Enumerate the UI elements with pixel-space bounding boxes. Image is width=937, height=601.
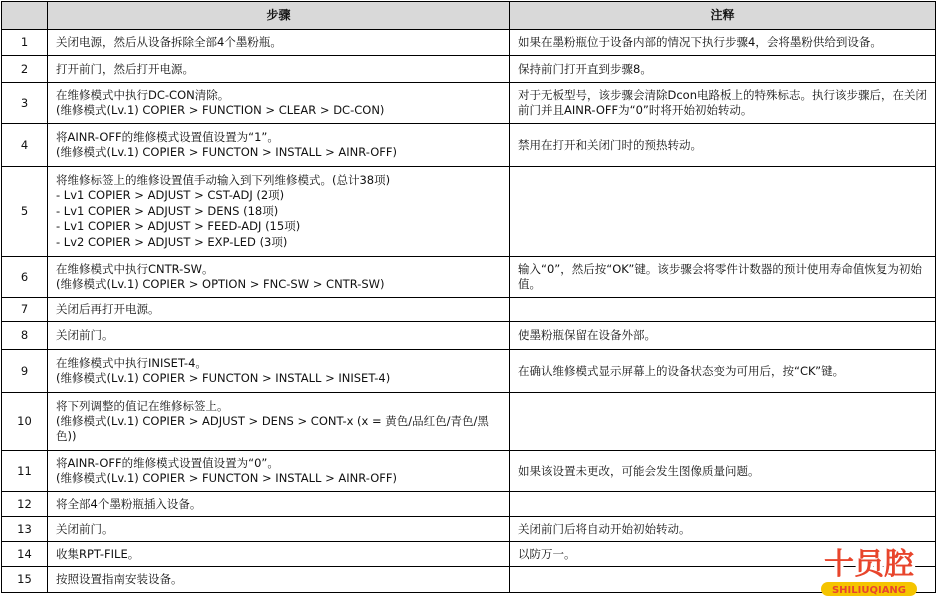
row-number: 4	[2, 124, 48, 167]
note-cell: 关闭前门后将自动开始初始转动。	[510, 517, 936, 542]
note-cell: 以防万一。	[510, 542, 936, 567]
step-cell: 将下列调整的值记在维修标签上。 (维修模式(Lv.1) COPIER > ADJUST > DENS > CONT-x (x = 黄色/品红色/青色/黑色))	[48, 393, 510, 451]
table-row	[2, 492, 936, 517]
row-number: 12	[2, 492, 48, 517]
note-cell: 对于无板型号，该步骤会清除Dcon电路板上的特殊标志。执行该步骤后，在关闭前门并且AINR-OFF为“0”时将开始初始转动。	[510, 83, 936, 124]
step-cell: 收集RPT-FILE。	[48, 542, 510, 567]
step-cell: 将全部4个墨粉瓶插入设备。	[48, 492, 510, 517]
row-number: 7	[2, 298, 48, 322]
watermark-logo	[805, 538, 933, 598]
row-number: 10	[2, 393, 48, 451]
step-cell: 在维修模式中执行INISET-4。 (维修模式(Lv.1) COPIER > FUNCTON > INSTALL > INISET-4)	[48, 350, 510, 393]
table-row	[2, 451, 936, 492]
watermark-cn-text: 十员腔	[824, 547, 914, 582]
step-cell: 将AINR-OFF的维修模式设置值设置为“0”。 (维修模式(Lv.1) COPIER > FUNCTON > INSTALL > AINR-OFF)	[48, 451, 510, 492]
step-cell: 将AINR-OFF的维修模式设置值设置为“1”。 (维修模式(Lv.1) COPIER > FUNCTON > INSTALL > AINR-OFF)	[48, 124, 510, 167]
header-step: 步骤	[48, 2, 510, 30]
note-cell: 禁用在打开和关闭门时的预热转动。	[510, 124, 936, 167]
row-number: 13	[2, 517, 48, 542]
step-cell: 关闭前门。	[48, 517, 510, 542]
note-cell: 如果在墨粉瓶位于设备内部的情况下执行步骤4，会将墨粉供给到设备。	[510, 30, 936, 56]
step-cell: 打开前门，然后打开电源。	[48, 56, 510, 83]
table-row	[2, 542, 936, 567]
note-cell	[510, 167, 936, 257]
table-row	[2, 393, 936, 451]
table-row	[2, 567, 936, 593]
table-row	[2, 517, 936, 542]
row-number: 11	[2, 451, 48, 492]
procedure-table	[1, 1, 936, 593]
step-cell: 在维修模式中执行DC-CON清除。 (维修模式(Lv.1) COPIER > FUNCTION > CLEAR > DC-CON)	[48, 83, 510, 124]
note-cell: 输入“0”，然后按“OK”键。该步骤会将零件计数器的预计使用寿命值恢复为初始值。	[510, 257, 936, 298]
table-row	[2, 83, 936, 124]
row-number: 14	[2, 542, 48, 567]
row-number: 3	[2, 83, 48, 124]
note-cell	[510, 492, 936, 517]
watermark-en-text: SHILIUQIANG	[831, 585, 907, 596]
row-number: 5	[2, 167, 48, 257]
row-number: 8	[2, 322, 48, 350]
header-num	[2, 2, 48, 30]
table-row	[2, 322, 936, 350]
table-row	[2, 30, 936, 56]
row-number: 6	[2, 257, 48, 298]
table-row	[2, 298, 936, 322]
note-cell: 如果该设置未更改，可能会发生图像质量问题。	[510, 451, 936, 492]
note-cell: 保持前门打开直到步骤8。	[510, 56, 936, 83]
note-cell	[510, 298, 936, 322]
table-row	[2, 350, 936, 393]
note-cell: 使墨粉瓶保留在设备外部。	[510, 322, 936, 350]
step-cell: 关闭电源，然后从设备拆除全部4个墨粉瓶。	[48, 30, 510, 56]
row-number: 15	[2, 567, 48, 593]
header-note: 注释	[510, 2, 936, 30]
table-row	[2, 56, 936, 83]
table-header-row	[2, 2, 936, 30]
step-cell: 关闭后再打开电源。	[48, 298, 510, 322]
step-cell: 将维修标签上的维修设置值手动输入到下列维修模式。(总计38项) - Lv1 COPIER > ADJUST > CST-ADJ (2项) - Lv1 COPIER > ADJUST > DENS (18项) - Lv1 COPIER > ADJUST > FEED-ADJ (15项) - Lv2 COPIER > ADJUST > EXP-LED (3项)	[48, 167, 510, 257]
row-number: 1	[2, 30, 48, 56]
note-cell: 在确认维修模式显示屏幕上的设备状态变为可用后，按“CK”键。	[510, 350, 936, 393]
table-row	[2, 167, 936, 257]
step-cell: 按照设置指南安装设备。	[48, 567, 510, 593]
table-row	[2, 124, 936, 167]
step-cell: 关闭前门。	[48, 322, 510, 350]
table-row	[2, 257, 936, 298]
note-cell	[510, 393, 936, 451]
row-number: 2	[2, 56, 48, 83]
row-number: 9	[2, 350, 48, 393]
step-cell: 在维修模式中执行CNTR-SW。 (维修模式(Lv.1) COPIER > OPTION > FNC-SW > CNTR-SW)	[48, 257, 510, 298]
